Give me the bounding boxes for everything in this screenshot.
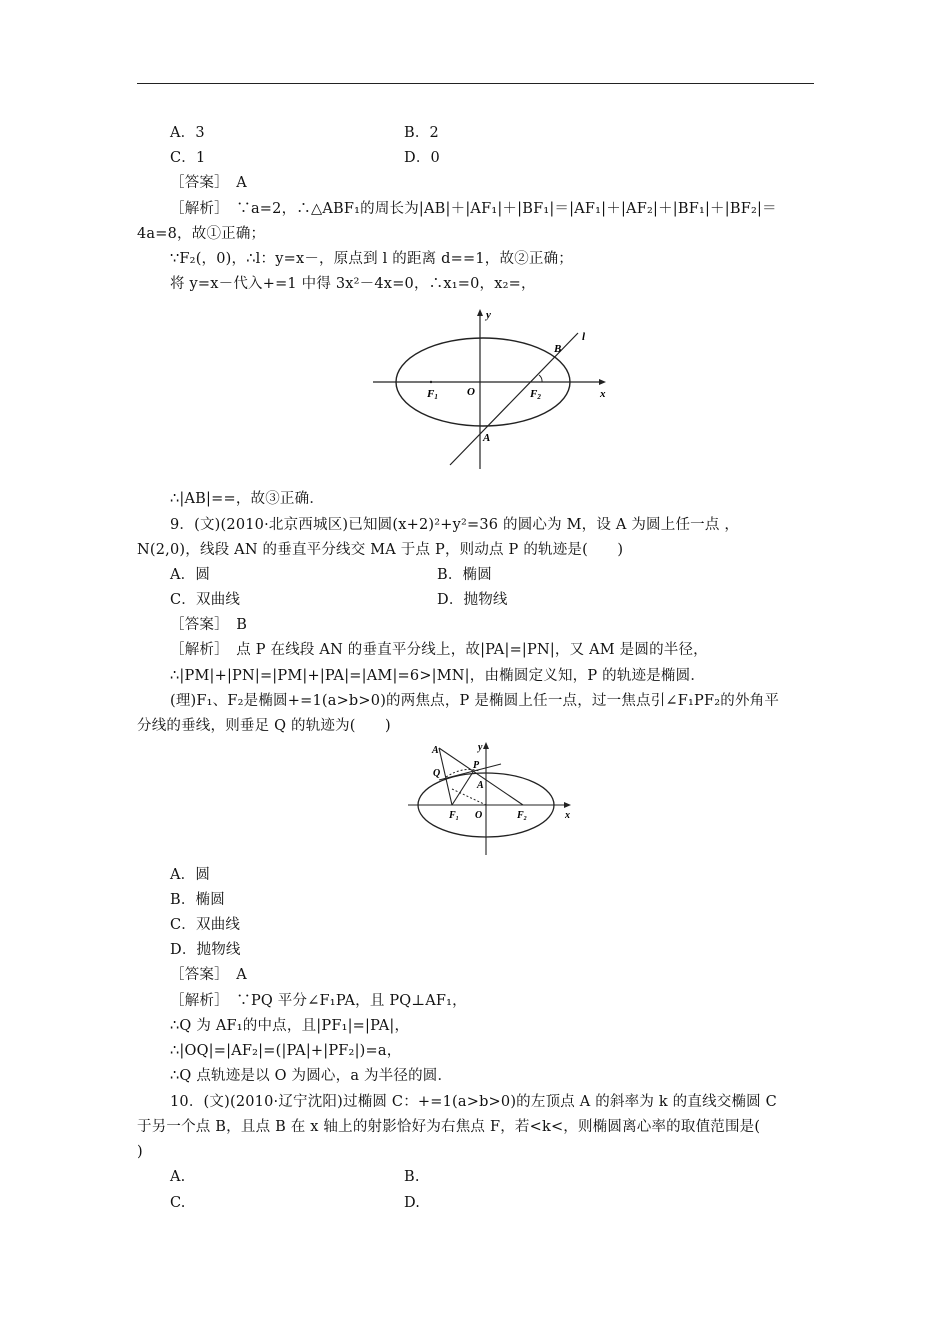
q9-li-option-d: D．抛物线 — [170, 942, 241, 958]
q8-option-c: C．1 — [170, 150, 206, 166]
q9-li-option-a: A．圆 — [170, 867, 211, 883]
focus-f1-dot — [430, 381, 432, 383]
x-axis-arrow — [564, 802, 571, 808]
line-l-label: l — [582, 331, 586, 343]
q9-li-option-b: B．椭圆 — [170, 892, 225, 908]
q9-option-a: A．圆 — [170, 567, 211, 583]
point-b-label: B — [554, 343, 562, 355]
focus-f1-label: F1 — [427, 388, 438, 401]
q9-analysis-line: ［解析］ 点 P 在线段 AN 的垂直平分线上，故|PA|=|PN|，又 AM 是圆的半径， — [170, 642, 708, 658]
x-axis-label: x — [565, 810, 570, 821]
ellipse-bisector-figure — [405, 738, 580, 858]
q10-stem-line: 10．(文)(2010·辽宁沈阳)过椭圆 C：+=1(a>b>0)的左顶点 A 的斜率为 k 的直线交椭圆 C — [170, 1094, 777, 1110]
q10-option-a: A. — [170, 1169, 186, 1185]
x-axis-arrow — [599, 379, 606, 385]
q10-stem-line: 于另一个点 B，且点 B 在 x 轴上的射影恰好为右焦点 F，若<k<，则椭圆离心率的取值范围是( — [137, 1119, 761, 1135]
point-a-top-label: A — [432, 745, 439, 756]
origin-label: O — [475, 810, 483, 821]
q10-option-b: B. — [404, 1169, 420, 1185]
q8-option-a: A．3 — [170, 125, 205, 141]
y-axis-arrow — [483, 742, 489, 749]
origin-label: O — [467, 386, 475, 398]
q9-li-analysis-line: ［解析］ ∵PQ 平分∠F₁PA，且 PQ⊥AF₁， — [170, 993, 467, 1009]
header-rule — [137, 83, 814, 84]
angle-mark — [539, 375, 542, 382]
q10-stem-line: ) — [137, 1144, 143, 1160]
q8-analysis-line: ∵F₂(，0)，∴l：y=x－，原点到 l 的距离 d==1，故②正确； — [170, 251, 573, 267]
q9-stem-line: N(2,0)，线段 AN 的垂直平分线交 MA 于点 P，则动点 P 的轨迹是( ) — [137, 542, 624, 558]
point-q-label: Q — [433, 768, 441, 779]
q8-option-b: B．2 — [404, 125, 439, 141]
q9-option-c: C．双曲线 — [170, 592, 241, 608]
q9-option-b: B．椭圆 — [437, 567, 492, 583]
q9-answer: ［答案］ B — [170, 617, 248, 633]
q8-answer: ［答案］ A — [170, 175, 247, 191]
y-axis-label: y — [478, 742, 483, 753]
q9-analysis-line: ∴|PM|+|PN|=|PM|+|PA|=|AM|=6>|MN|，由椭圆定义知，P 的轨迹是椭圆． — [170, 668, 706, 684]
y-axis-arrow — [477, 309, 483, 316]
q9-option-d: D．抛物线 — [437, 592, 508, 608]
ellipse-line-figure — [370, 305, 620, 475]
q10-option-c: C. — [170, 1195, 186, 1211]
y-axis-label: y — [486, 309, 491, 321]
q8-analysis-line: 4a=8，故①正确； — [137, 226, 266, 242]
q8-analysis-line: ［解析］ ∵a=2，∴△ABF₁的周长为|AB|＋|AF₁|＋|BF₁|＝|AF₁|＋|AF₂|＋|BF₁|＋|BF₂|＝ — [170, 201, 777, 217]
q8-option-d: D．0 — [404, 150, 440, 166]
q9-li-answer: ［答案］ A — [170, 967, 247, 983]
focus-f2-label: F2 — [530, 388, 541, 401]
point-a-label: A — [483, 432, 491, 444]
q9-stem-line: 9．(文)(2010·北京西城区)已知圆(x+2)²+y²=36 的圆心为 M，设 A 为圆上任一点 ， — [170, 517, 740, 533]
focus-f2-label: $F_2$ — [517, 810, 527, 822]
q9-li-stem-line: 分线的垂线，则垂足 Q 的轨迹为( ) — [137, 718, 391, 734]
q8-analysis-line: 将 y=x－代入+=1 中得 3x²－4x=0，∴x₁=0，x₂=， — [170, 276, 536, 292]
q9-li-analysis-line: ∴Q 点轨迹是以 O 为圆心，a 为半径的圆． — [170, 1068, 453, 1084]
q8-conclusion: ∴|AB|==，故③正确． — [170, 491, 325, 507]
q10-option-d: D. — [404, 1195, 421, 1211]
q9-li-analysis-line: ∴|OQ|=|AF₂|=(|PA|+|PF₂|)=a， — [170, 1043, 402, 1059]
x-axis-label: x — [600, 388, 606, 400]
segment-a-f1 — [439, 748, 452, 805]
point-p-label: P — [473, 760, 480, 771]
focus-f1-label: $F_1$ — [449, 810, 459, 822]
q9-li-analysis-line: ∴Q 为 AF₁的中点，且|PF₁|=|PA|， — [170, 1018, 410, 1034]
point-a-mid-label: A — [477, 780, 484, 791]
q9-li-option-c: C．双曲线 — [170, 917, 241, 933]
q9-li-stem-line: (理)F₁、F₂是椭圆+=1(a>b>0)的两焦点，P 是椭圆上任一点，过一焦点引∠F₁PF₂的外角平 — [170, 693, 780, 709]
